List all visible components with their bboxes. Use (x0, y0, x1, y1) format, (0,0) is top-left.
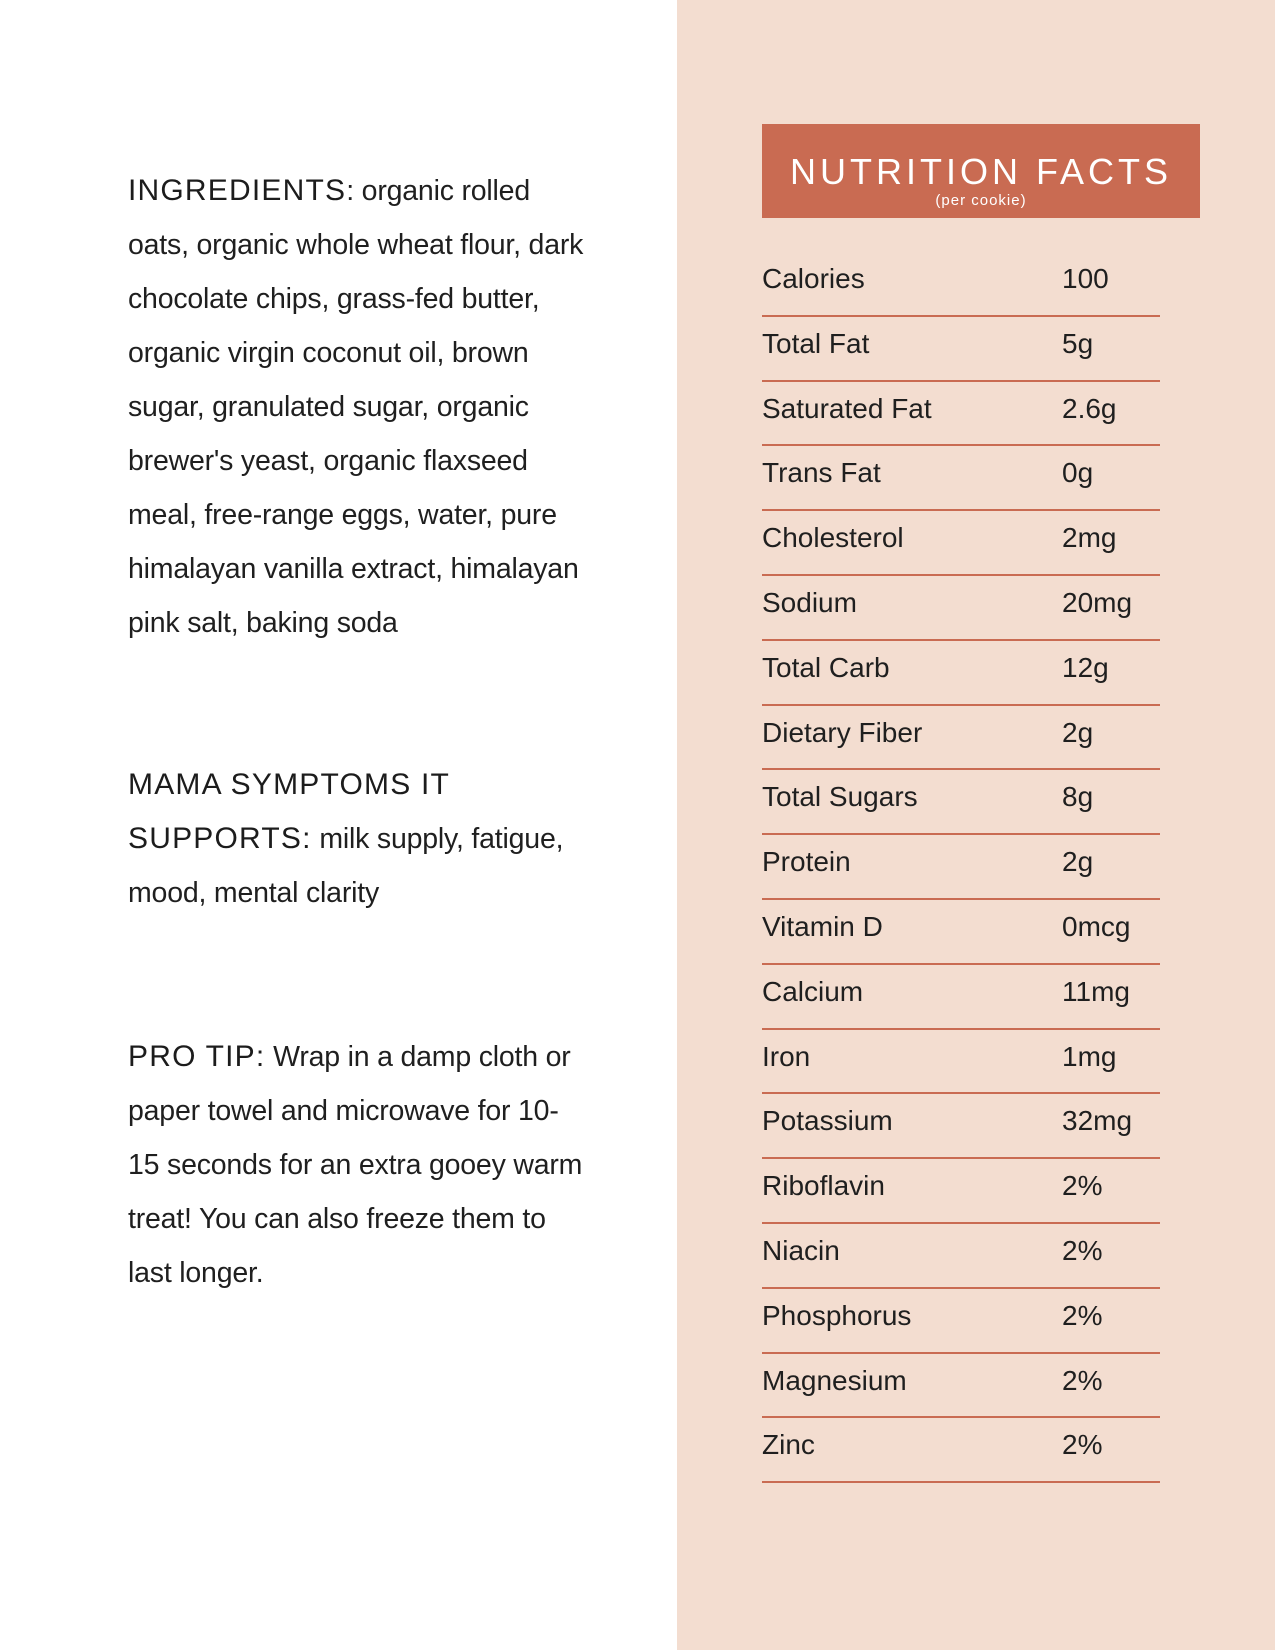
nutrient-name: Magnesium (762, 1364, 907, 1396)
nutrition-row (762, 446, 1160, 511)
nutrition-row (762, 1224, 1160, 1289)
nutrient-value: 20mg (1062, 586, 1133, 618)
nutrient-value: 2mg (1062, 522, 1117, 554)
nutrition-facts-title: NUTRITION FACTS (790, 151, 1172, 192)
nutrient-value: 12g (1062, 651, 1109, 683)
nutrition-row (762, 252, 1160, 317)
nutrient-name: Zinc (762, 1429, 815, 1461)
nutrient-value: 2% (1062, 1234, 1103, 1266)
nutrition-row (762, 511, 1160, 576)
nutrition-row (762, 1289, 1160, 1354)
nutrition-row (762, 770, 1160, 835)
nutrition-row (762, 706, 1160, 771)
nutrition-row (762, 576, 1160, 641)
nutrient-value: 0mcg (1062, 910, 1131, 942)
symptoms-label: MAMA SYMPTOMS IT SUPPORTS: (128, 768, 450, 855)
nutrient-name: Trans Fat (762, 457, 881, 489)
ingredients-text: : organic rolled oats, organic whole wheat flour, dark chocolate chips, grass-fed butter, organic virgin coconut oil, brown sugar, granulated sugar, organic brewer's yeast, organic flaxseed meal, free-range eggs, water, pure himalayan vanilla extract, himalayan pink salt, baking soda (128, 175, 584, 639)
nutrition-row (762, 965, 1160, 1030)
nutrient-name: Cholesterol (762, 522, 904, 554)
nutrient-name: Vitamin D (762, 910, 883, 942)
ingredients-label: INGREDIENTS (128, 174, 347, 207)
nutrient-value: 2g (1062, 716, 1094, 748)
nutrient-name: Dietary Fiber (762, 716, 923, 748)
nutrition-facts-subtitle: (per cookie) (935, 192, 1027, 209)
nutrient-name: Iron (762, 1040, 811, 1072)
nutrient-value: 5g (1062, 327, 1094, 359)
nutrition-row (762, 900, 1160, 965)
nutrient-name: Sodium (762, 586, 857, 618)
nutrient-name: Potassium (762, 1105, 893, 1137)
nutrient-value: 2% (1062, 1364, 1103, 1396)
nutrient-name: Phosphorus (762, 1299, 912, 1331)
nutrient-value: 2% (1062, 1299, 1103, 1331)
nutrition-facts-table (762, 252, 1160, 1483)
nutrient-name: Calories (762, 263, 865, 294)
nutrient-value: 2% (1062, 1429, 1103, 1461)
pro-tip-label: PRO TIP: (128, 1040, 266, 1073)
nutrition-row (762, 1159, 1160, 1224)
symptoms-section (128, 758, 588, 920)
nutrient-value: 0g (1062, 457, 1094, 489)
ingredients-section (128, 164, 588, 650)
nutrient-value: 2g (1062, 846, 1094, 878)
nutrient-value: 100 (1062, 263, 1109, 294)
symptoms-text: milk supply, fatigue, mood, mental clarity (128, 823, 564, 909)
nutrition-row (762, 641, 1160, 706)
nutrition-row (762, 1094, 1160, 1159)
nutrient-value: 2% (1062, 1170, 1103, 1202)
nutrient-name: Saturated Fat (762, 392, 932, 424)
nutrient-name: Calcium (762, 975, 864, 1007)
nutrient-value: 32mg (1062, 1105, 1133, 1137)
nutrition-facts-header (762, 124, 1200, 218)
nutrient-value: 2.6g (1062, 392, 1117, 424)
nutrient-value: 11mg (1062, 975, 1130, 1007)
nutrient-name: Total Fat (762, 327, 870, 359)
nutrient-name: Total Carb (762, 651, 890, 683)
nutrient-value: 8g (1062, 781, 1094, 813)
nutrition-row (762, 1418, 1160, 1483)
nutrition-row (762, 1354, 1160, 1419)
nutrition-row (762, 835, 1160, 900)
nutrient-name: Riboflavin (762, 1170, 885, 1202)
nutrient-name: Total Sugars (762, 781, 918, 813)
nutrition-row (762, 317, 1160, 382)
pro-tip-text: Wrap in a damp cloth or paper towel and microwave for 10-15 seconds for an extra gooey warm treat! You can also freeze them to last longer. (128, 1041, 583, 1289)
nutrient-value: 1mg (1062, 1040, 1117, 1072)
nutrient-name: Niacin (762, 1234, 840, 1266)
nutrition-row (762, 382, 1160, 447)
nutrition-row (762, 1030, 1160, 1095)
pro-tip-section (128, 1030, 588, 1300)
nutrient-name: Protein (762, 846, 851, 878)
